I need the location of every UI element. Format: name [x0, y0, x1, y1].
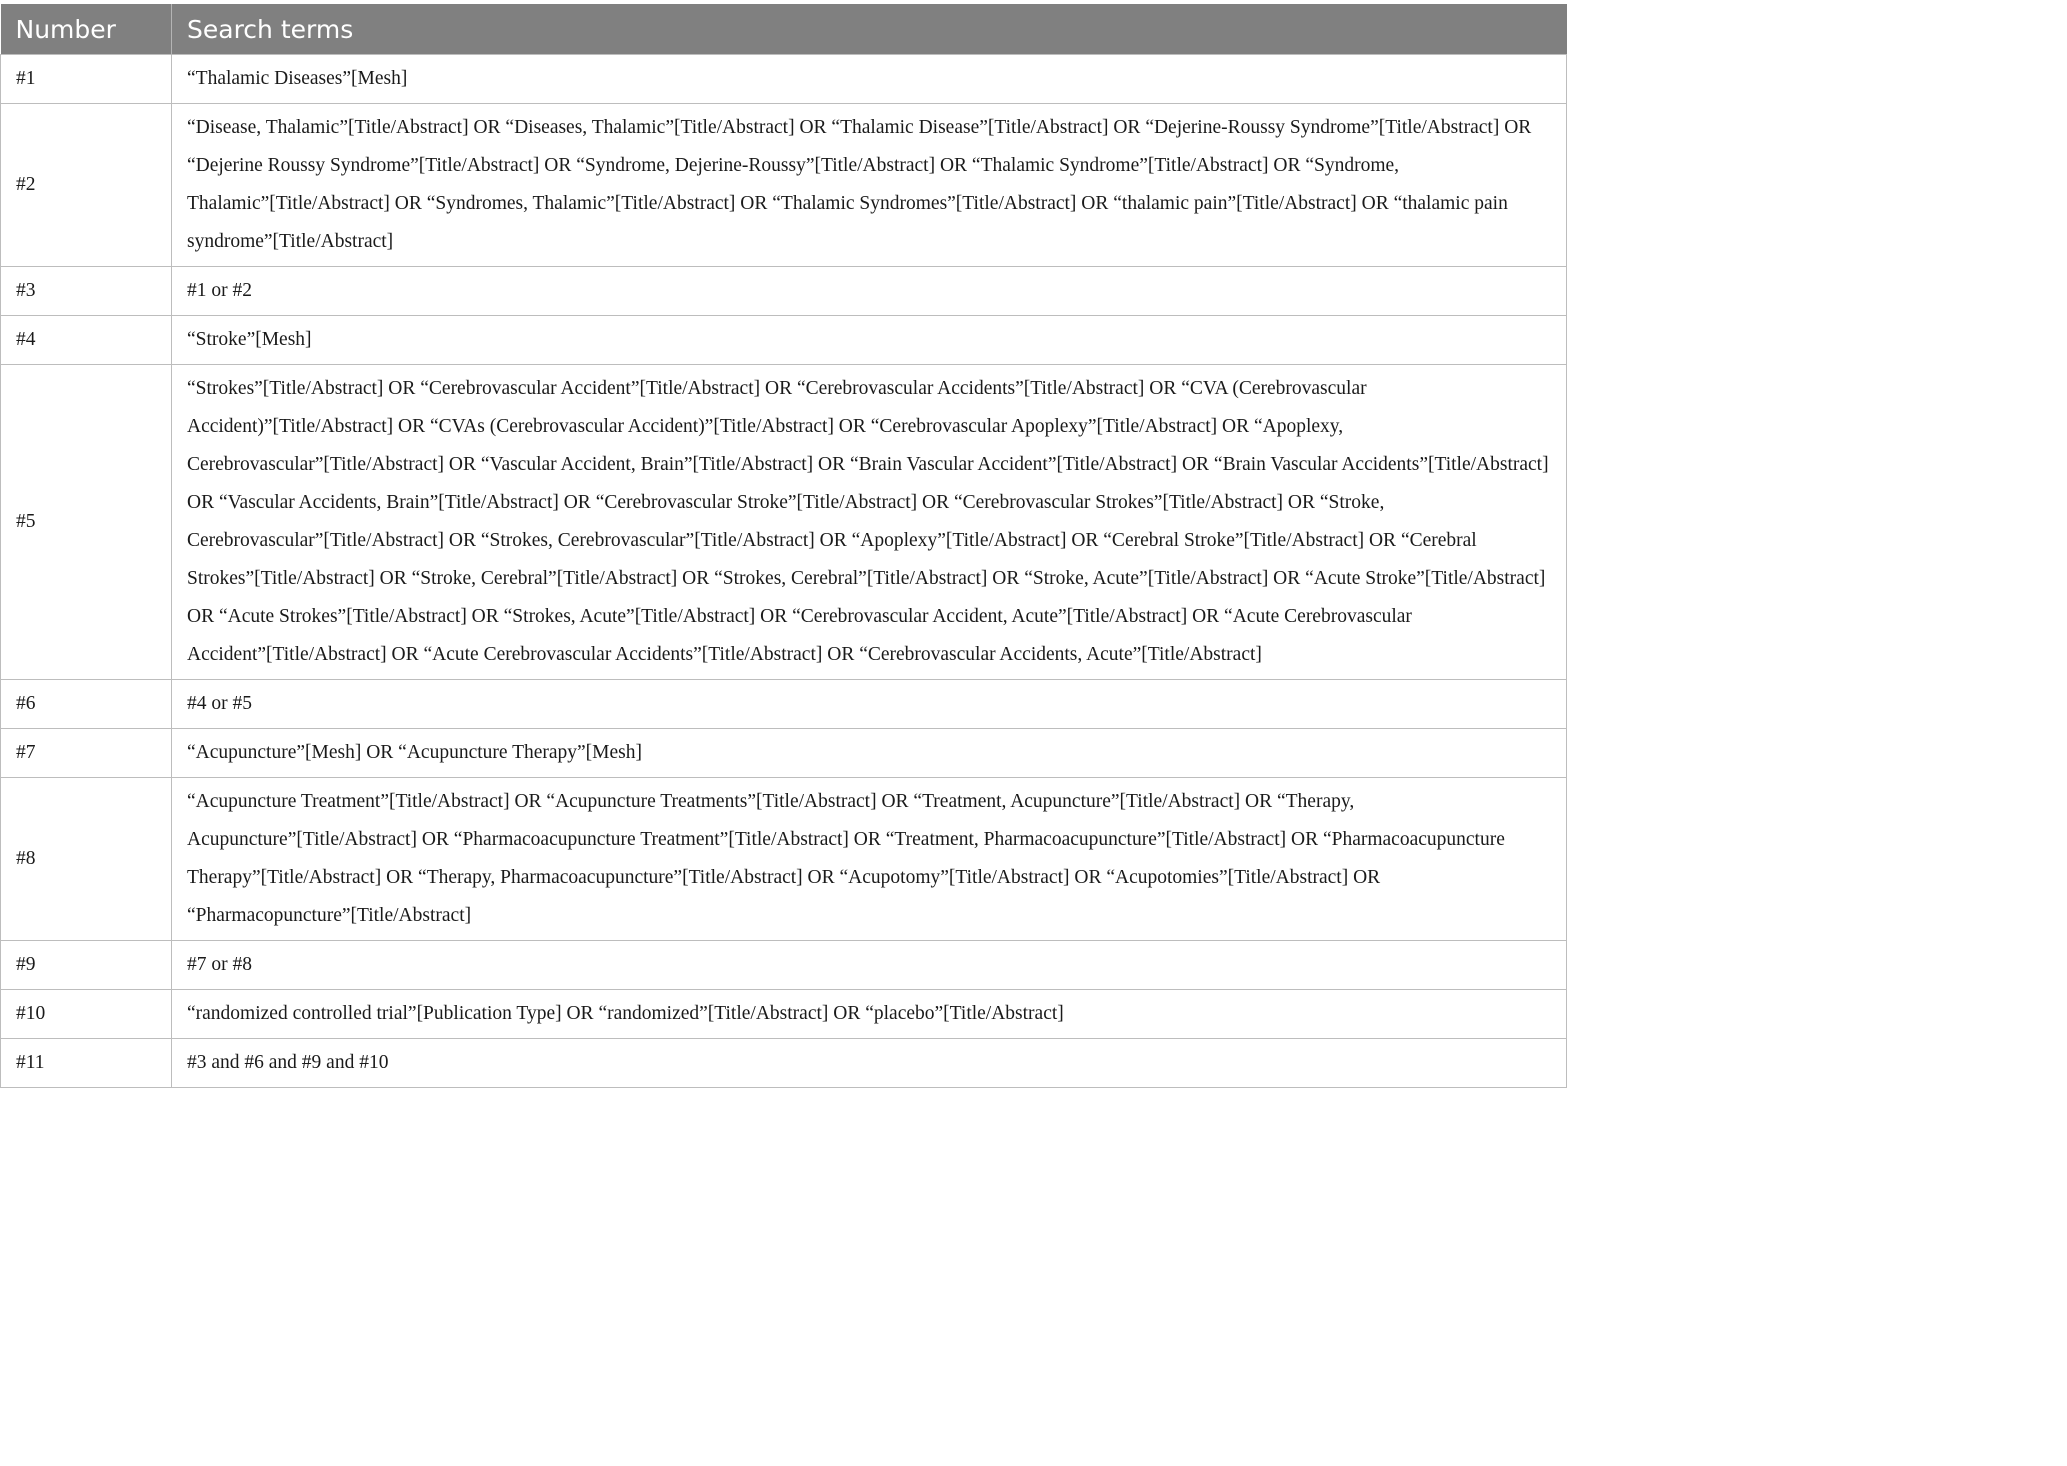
search-terms-cell: “Thalamic Diseases”[Mesh] — [172, 55, 1567, 104]
table-header — [1, 4, 1567, 55]
table-row — [1, 316, 1567, 365]
search-terms-cell: “Acupuncture Treatment”[Title/Abstract] OR “Acupuncture Treatments”[Title/Abstract] OR “Treatment, Acupuncture”[Title/Abstract] OR “Therapy, Acupuncture”[Title/Abstract] OR “Pharmacoacupuncture Treatment”[Title/Abstract] OR “Treatment, Pharmacoacupuncture”[Title/Abstract] OR “Pharmacoacupuncture Therapy”[Title/Abstract] OR “Therapy, Pharmacoacupuncture”[Title/Abstract] OR “Acupotomy”[Title/Abstract] OR “Acupotomies”[Title/Abstract] OR “Pharmacopuncture”[Title/Abstract] — [172, 778, 1567, 941]
table-row — [1, 990, 1567, 1039]
column-header-search-terms: Search terms — [172, 4, 1567, 55]
search-terms-cell: “Disease, Thalamic”[Title/Abstract] OR “Diseases, Thalamic”[Title/Abstract] OR “Thalamic Disease”[Title/Abstract] OR “Dejerine-Roussy Syndrome”[Title/Abstract] OR “Dejerine Roussy Syndrome”[Title/Abstract] OR “Syndrome, Dejerine-Roussy”[Title/Abstract] OR “Thalamic Syndrome”[Title/Abstract] OR “Syndrome, Thalamic”[Title/Abstract] OR “Syndromes, Thalamic”[Title/Abstract] OR “Thalamic Syndromes”[Title/Abstract] OR “thalamic pain”[Title/Abstract] OR “thalamic pain syndrome”[Title/Abstract] — [172, 104, 1567, 267]
search-terms-table — [0, 4, 1567, 1088]
search-terms-cell: #3 and #6 and #9 and #10 — [172, 1039, 1567, 1088]
table-row — [1, 365, 1567, 680]
table-body — [1, 55, 1567, 1088]
row-number-cell: #5 — [1, 365, 172, 680]
table-row — [1, 680, 1567, 729]
row-number-cell: #1 — [1, 55, 172, 104]
row-number-cell: #4 — [1, 316, 172, 365]
row-number-cell: #7 — [1, 729, 172, 778]
search-terms-cell: “Strokes”[Title/Abstract] OR “Cerebrovascular Accident”[Title/Abstract] OR “Cerebrovascular Accidents”[Title/Abstract] OR “CVA (Cerebrovascular Accident)”[Title/Abstract] OR “CVAs (Cerebrovascular Accident)”[Title/Abstract] OR “Cerebrovascular Apoplexy”[Title/Abstract] OR “Apoplexy, Cerebrovascular”[Title/Abstract] OR “Vascular Accident, Brain”[Title/Abstract] OR “Brain Vascular Accident”[Title/Abstract] OR “Brain Vascular Accidents”[Title/Abstract] OR “Vascular Accidents, Brain”[Title/Abstract] OR “Cerebrovascular Stroke”[Title/Abstract] OR “Cerebrovascular Strokes”[Title/Abstract] OR “Stroke, Cerebrovascular”[Title/Abstract] OR “Strokes, Cerebrovascular”[Title/Abstract] OR “Apoplexy”[Title/Abstract] OR “Cerebral Stroke”[Title/Abstract] OR “Cerebral Strokes”[Title/Abstract] OR “Stroke, Cerebral”[Title/Abstract] OR “Strokes, Cerebral”[Title/Abstract] OR “Stroke, Acute”[Title/Abstract] OR “Acute Stroke”[Title/Abstract] OR “Acute Strokes”[Title/Abstract] OR “Strokes, Acute”[Title/Abstract] OR “Cerebrovascular Accident, Acute”[Title/Abstract] OR “Acute Cerebrovascular Accident”[Title/Abstract] OR “Acute Cerebrovascular Accidents”[Title/Abstract] OR “Cerebrovascular Accidents, Acute”[Title/Abstract] — [172, 365, 1567, 680]
row-number-cell: #8 — [1, 778, 172, 941]
search-terms-cell: “randomized controlled trial”[Publication Type] OR “randomized”[Title/Abstract] OR “placebo”[Title/Abstract] — [172, 990, 1567, 1039]
search-terms-cell: #4 or #5 — [172, 680, 1567, 729]
row-number-cell: #2 — [1, 104, 172, 267]
row-number-cell: #6 — [1, 680, 172, 729]
row-number-cell: #10 — [1, 990, 172, 1039]
table-row — [1, 267, 1567, 316]
search-terms-cell: #7 or #8 — [172, 941, 1567, 990]
table-row — [1, 1039, 1567, 1088]
table-row — [1, 941, 1567, 990]
row-number-cell: #9 — [1, 941, 172, 990]
row-number-cell: #11 — [1, 1039, 172, 1088]
row-number-cell: #3 — [1, 267, 172, 316]
search-terms-cell: “Acupuncture”[Mesh] OR “Acupuncture Therapy”[Mesh] — [172, 729, 1567, 778]
table-row — [1, 55, 1567, 104]
table-row — [1, 778, 1567, 941]
search-terms-cell: #1 or #2 — [172, 267, 1567, 316]
search-terms-cell: “Stroke”[Mesh] — [172, 316, 1567, 365]
header-row — [1, 4, 1567, 55]
table-row — [1, 104, 1567, 267]
column-header-number: Number — [1, 4, 172, 55]
table-row — [1, 729, 1567, 778]
